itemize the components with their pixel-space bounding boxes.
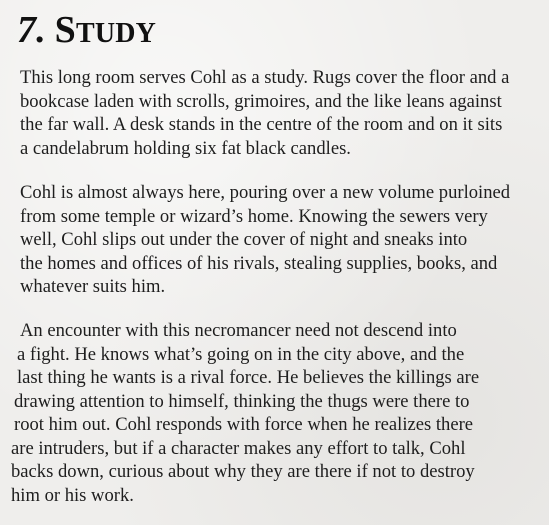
text-line: are intruders, but if a character makes any effort to talk, Cohl — [11, 437, 466, 459]
text-line: bookcase laden with scrolls, grimoires, and the like leans against — [20, 90, 502, 112]
section-number: 7. — [17, 9, 46, 51]
section-title-rest: TUDY — [75, 18, 157, 49]
text-line: backs down, curious about why they are there if not to destroy — [11, 461, 475, 482]
paragraph-cohl-habits — [20, 181, 510, 299]
text-line: the far wall. A desk stands in the centre of the room and on it sits — [20, 114, 503, 135]
text-line: last thing he wants is a rival force. He believes the killings are — [17, 367, 480, 388]
section-title-initial: S — [54, 9, 76, 51]
text-line: An encounter with this necromancer need not descend into — [20, 320, 457, 341]
text-line: a fight. He knows what’s going on in the city above, and the — [17, 343, 465, 365]
text-line: drawing attention to himself, thinking the thugs were there to — [14, 390, 470, 412]
text-line: the homes and offices of his rivals, stealing supplies, books, and — [20, 252, 498, 274]
section-heading — [17, 4, 156, 60]
text-line: a candelabrum holding six fat black candles. — [20, 137, 351, 159]
text-line: him or his work. — [11, 484, 134, 506]
text-line: from some temple or wizard’s home. Knowing the sewers very — [20, 205, 488, 227]
text-line: This long room serves Cohl as a study. Rugs cover the floor and a — [20, 67, 510, 88]
text-line: whatever suits him. — [20, 276, 166, 297]
paragraph-room-description — [20, 66, 509, 160]
text-line: root him out. Cohl responds with force when he realizes there — [14, 414, 474, 435]
text-line: well, Cohl slips out under the cover of night and sneaks into — [20, 229, 468, 250]
text-line: Cohl is almost always here, pouring over a new volume purloined — [20, 182, 511, 203]
paragraph-encounter — [11, 319, 480, 507]
